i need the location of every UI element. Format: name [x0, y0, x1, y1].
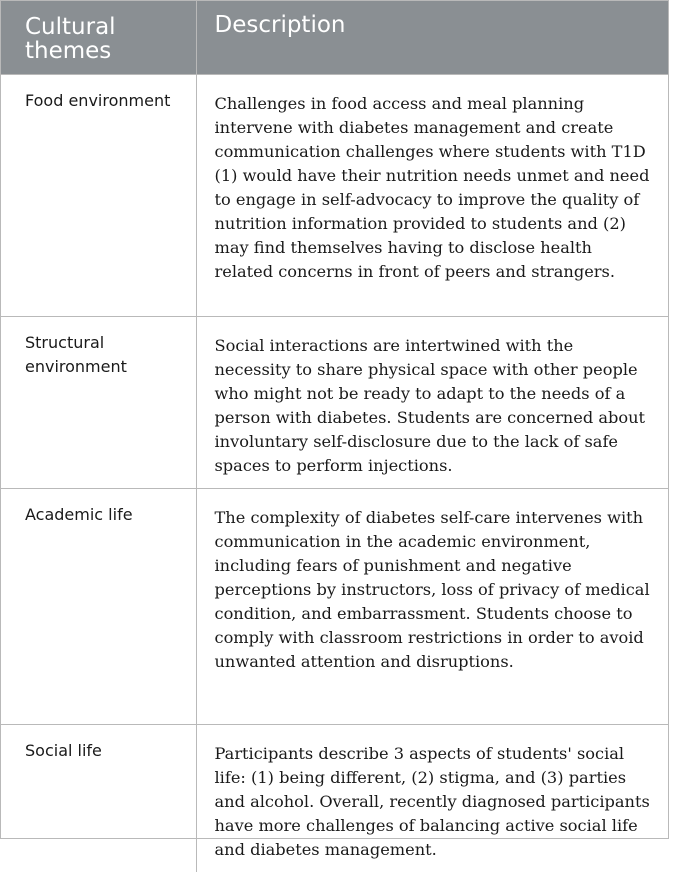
header-description: Description: [196, 1, 668, 74]
description-cell: Participants describe 3 aspects of students' social life: (1) being different, (2) stigma, and (3) parties and alcohol. Overall, recently diagnosed participants have more challenges of balancing active social life and diabetes management.: [196, 724, 668, 872]
table-header: [1, 1, 668, 74]
table-row: [1, 316, 668, 488]
header-row: [1, 1, 668, 74]
table-row: [1, 724, 668, 872]
table-body: [1, 74, 668, 872]
theme-cell: Food environment: [1, 74, 196, 316]
table-row: [1, 488, 668, 724]
theme-cell: Social life: [1, 724, 196, 872]
cultural-themes-table: [1, 1, 668, 872]
theme-cell: Structural environment: [1, 316, 196, 488]
header-cultural-themes: Cultural themes: [1, 1, 196, 74]
description-cell: The complexity of diabetes self-care intervenes with communication in the academic environment, including fears of punishment and negative perceptions by instructors, loss of privacy of medical condition, and embarrassment. Students choose to comply with classroom restrictions in order to avoid unwanted attention and disruptions.: [196, 488, 668, 724]
description-cell: Challenges in food access and meal planning intervene with diabetes management and create communication challenges where students with T1D (1) would have their nutrition needs unmet and need to engage in self-advocacy to improve the quality of nutrition information provided to students and (2) may find themselves having to disclose health related concerns in front of peers and strangers.: [196, 74, 668, 316]
table-row: [1, 74, 668, 316]
theme-cell: Academic life: [1, 488, 196, 724]
description-cell: Social interactions are intertwined with the necessity to share physical space with other people who might not be ready to adapt to the needs of a person with diabetes. Students are concerned about involuntary self-disclosure due to the lack of safe spaces to perform injections.: [196, 316, 668, 488]
